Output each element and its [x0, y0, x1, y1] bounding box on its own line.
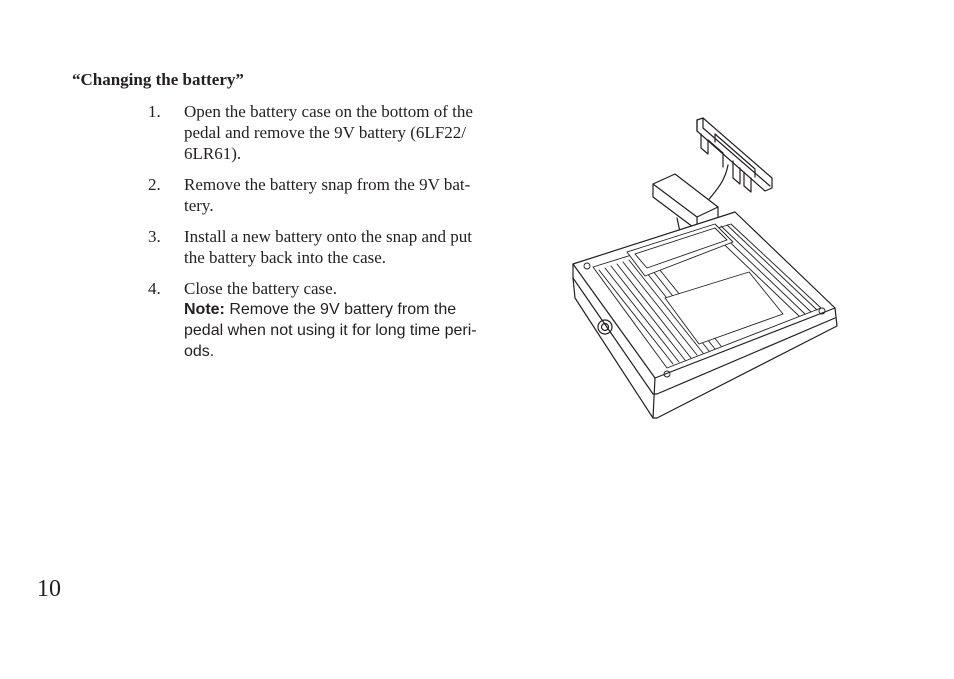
step-line: Remove the battery snap from the 9V bat-: [184, 175, 471, 194]
battery-cover-icon: [697, 118, 772, 192]
note: [184, 299, 534, 362]
step-number: 1.: [148, 102, 161, 121]
step-line: tery.: [184, 196, 214, 215]
step-text: [184, 174, 542, 216]
step-text: [184, 278, 542, 299]
note-line: ods.: [184, 343, 215, 360]
snap-wire: [705, 165, 728, 204]
step-text: [184, 226, 542, 268]
step-number: 3.: [148, 227, 161, 246]
step-line: 6LR61).: [184, 144, 242, 163]
instruction-steps: [148, 101, 548, 372]
step-line: pedal and remove the 9V battery (6LF22/: [184, 123, 466, 142]
section-heading: “Changing the battery”: [72, 70, 244, 89]
step-1: [148, 101, 548, 164]
page-number: 10: [37, 576, 61, 602]
step-3: [148, 226, 548, 268]
pedal-battery-illustration: [565, 112, 845, 424]
note-line: pedal when not using it for long time peri-: [184, 322, 477, 339]
step-line: the battery back into the case.: [184, 248, 387, 267]
note-label: Note:: [184, 301, 225, 318]
note-line: Remove the 9V battery from the: [224, 301, 457, 318]
step-number: 2.: [148, 175, 161, 194]
step-2: [148, 174, 548, 216]
step-line: Install a new battery onto the snap and put: [184, 227, 472, 246]
step-line: Close the battery case.: [184, 279, 337, 298]
step-4: [148, 278, 548, 362]
step-text: [184, 101, 542, 164]
step-number: 4.: [148, 279, 161, 298]
step-line: Open the battery case on the bottom of the: [184, 102, 473, 121]
